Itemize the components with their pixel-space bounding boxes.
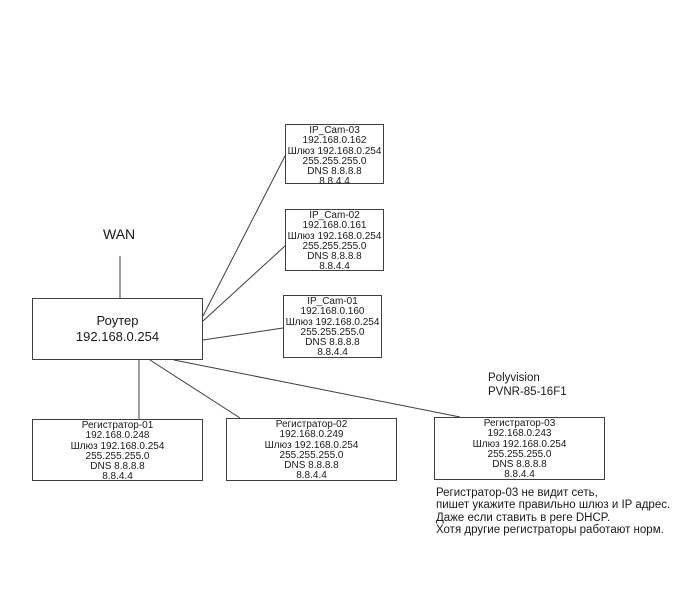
node-ip: 192.168.0.243 (487, 428, 552, 440)
node-dns1: DNS 8.8.8.8 (307, 166, 362, 178)
problem-note (436, 487, 670, 537)
node-dns2: 8.8.4.4 (296, 470, 327, 482)
node-mask: 255.255.255.0 (300, 326, 365, 338)
node-gateway: Шлюз 192.168.0.254 (287, 145, 382, 157)
note-line-2: пишет укажите правильно шлюз и IP адрес. (436, 499, 671, 512)
note-line-3: Даже если ставить в реге DHCP. (436, 511, 611, 524)
node-ip: 192.168.0.160 (300, 306, 365, 318)
node-recorder-03 (434, 417, 605, 480)
node-gateway: Шлюз 192.168.0.254 (285, 316, 380, 328)
node-ip: 192.168.0.162 (302, 135, 367, 147)
link-router-cam03 (203, 156, 285, 316)
note-line-4: Хотя другие регистраторы работают норм. (436, 524, 664, 537)
node-ip: 192.168.0.161 (302, 220, 367, 232)
node-recorder-02 (226, 418, 397, 481)
node-dns1: DNS 8.8.8.8 (90, 461, 145, 473)
node-ip-cam-03 (285, 124, 384, 188)
wan-label: WAN (103, 226, 136, 242)
node-mask: 255.255.255.0 (487, 448, 552, 460)
vendor-brand: Polyvision (488, 372, 540, 384)
node-dns2: 8.8.4.4 (317, 347, 348, 359)
node-ip: 192.168.0.249 (279, 429, 344, 441)
router-title: Роутер (96, 313, 139, 328)
node-dns2: 8.8.4.4 (319, 261, 350, 273)
node-mask: 255.255.255.0 (85, 450, 150, 462)
node-ip-cam-01 (283, 295, 382, 358)
node-gateway: Шлюз 192.168.0.254 (70, 440, 165, 452)
node-title: Регистратор-01 (81, 420, 154, 431)
link-router-cam02 (203, 246, 285, 321)
node-dns2: 8.8.4.4 (319, 176, 350, 188)
node-mask: 255.255.255.0 (279, 449, 344, 461)
node-mask: 255.255.255.0 (302, 240, 367, 252)
node-title: IP_Cam-01 (307, 296, 358, 307)
link-router-reg03 (174, 360, 460, 417)
vendor-model: PVNR-85-16F1 (488, 385, 567, 398)
node-ip: 192.168.0.248 (85, 430, 150, 442)
node-dns1: DNS 8.8.8.8 (492, 459, 547, 471)
node-dns1: DNS 8.8.8.8 (305, 337, 360, 349)
router-node (32, 298, 203, 360)
node-recorder-01 (32, 419, 203, 481)
node-dns2: 8.8.4.4 (504, 469, 535, 481)
node-title: IP_Cam-02 (309, 210, 360, 221)
node-title: Регистратор-03 (483, 418, 556, 429)
node-gateway: Шлюз 192.168.0.254 (287, 230, 382, 242)
link-router-reg02 (150, 360, 240, 418)
node-title: IP_Cam-03 (309, 125, 360, 136)
node-ip-cam-02 (285, 209, 384, 271)
router-ip: 192.168.0.254 (75, 329, 160, 344)
node-title: Регистратор-02 (275, 419, 348, 430)
node-gateway: Шлюз 192.168.0.254 (264, 439, 359, 451)
node-dns2: 8.8.4.4 (102, 471, 133, 483)
note-line-1: Регистратор-03 не видит сеть, (436, 487, 598, 499)
node-gateway: Шлюз 192.168.0.254 (472, 438, 567, 450)
node-dns1: DNS 8.8.8.8 (307, 251, 362, 263)
vendor-label (488, 372, 567, 399)
link-router-cam01 (203, 328, 283, 340)
node-mask: 255.255.255.0 (302, 155, 367, 167)
node-dns1: DNS 8.8.8.8 (284, 460, 339, 472)
